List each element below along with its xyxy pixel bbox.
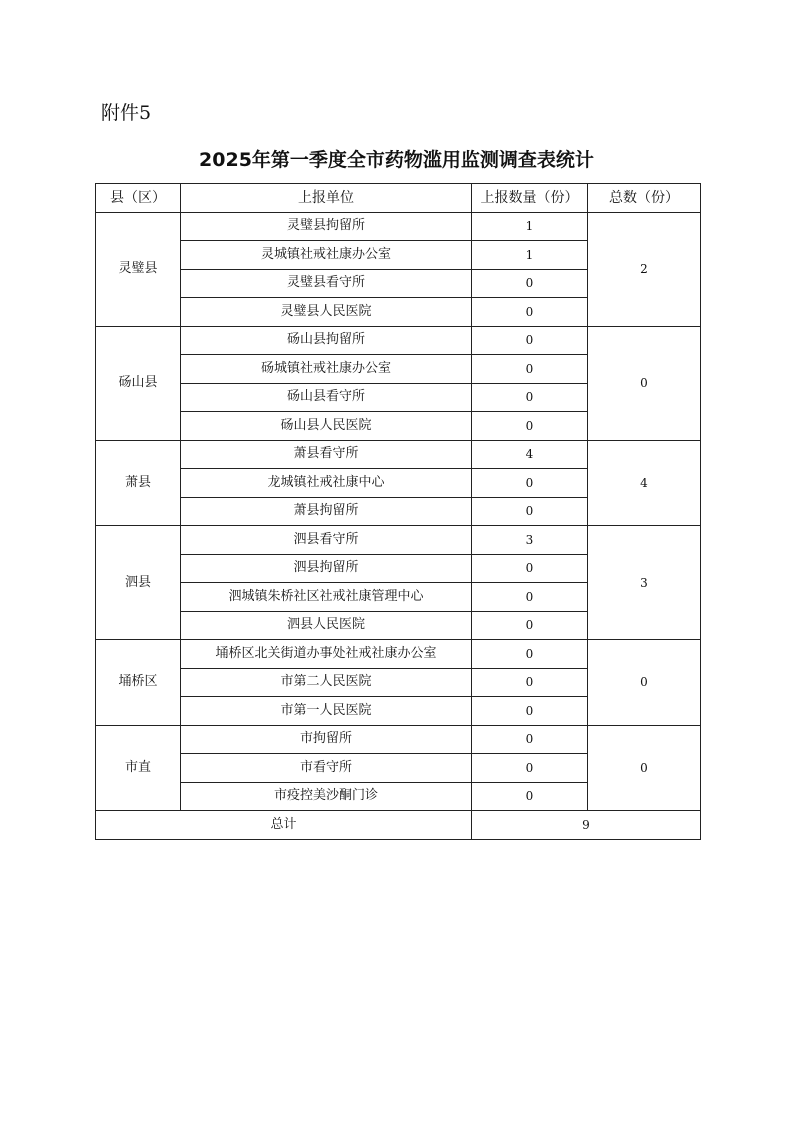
count-cell: 0 <box>472 611 588 640</box>
unit-cell: 砀山县人民医院 <box>181 412 472 441</box>
count-cell: 1 <box>472 241 588 270</box>
unit-cell: 灵城镇社戒社康办公室 <box>181 241 472 270</box>
unit-cell: 市疫控美沙酮门诊 <box>181 782 472 811</box>
unit-cell: 灵璧县拘留所 <box>181 212 472 241</box>
unit-cell: 市拘留所 <box>181 725 472 754</box>
group-total-cell: 2 <box>588 212 701 326</box>
header-county: 县（区） <box>96 184 181 213</box>
county-cell: 萧县 <box>96 440 181 526</box>
unit-cell: 泗县人民医院 <box>181 611 472 640</box>
count-cell: 0 <box>472 469 588 498</box>
table-row <box>96 440 701 469</box>
county-cell: 埇桥区 <box>96 640 181 726</box>
header-unit: 上报单位 <box>181 184 472 213</box>
unit-cell: 砀山县拘留所 <box>181 326 472 355</box>
table-row <box>96 526 701 555</box>
count-cell: 0 <box>472 754 588 783</box>
grand-total-row <box>96 811 701 840</box>
county-cell: 市直 <box>96 725 181 811</box>
count-cell: 0 <box>472 355 588 384</box>
statistics-table <box>95 183 701 840</box>
group-total-cell: 0 <box>588 725 701 811</box>
count-cell: 0 <box>472 269 588 298</box>
count-cell: 0 <box>472 697 588 726</box>
unit-cell: 龙城镇社戒社康中心 <box>181 469 472 498</box>
group-total-cell: 4 <box>588 440 701 526</box>
table-row <box>96 640 701 669</box>
document-title: 2025年第一季度全市药物滥用监测调查表统计 <box>199 149 594 171</box>
count-cell: 0 <box>472 383 588 412</box>
count-cell: 0 <box>472 583 588 612</box>
unit-cell: 砀山县看守所 <box>181 383 472 412</box>
table-header <box>96 184 701 213</box>
table-row <box>96 212 701 241</box>
count-cell: 0 <box>472 640 588 669</box>
unit-cell: 泗县拘留所 <box>181 554 472 583</box>
unit-cell: 萧县拘留所 <box>181 497 472 526</box>
unit-cell: 泗县看守所 <box>181 526 472 555</box>
count-cell: 0 <box>472 412 588 441</box>
group-total-cell: 3 <box>588 526 701 640</box>
count-cell: 0 <box>472 725 588 754</box>
count-cell: 0 <box>472 554 588 583</box>
table-row <box>96 326 701 355</box>
attachment-label: 附件5 <box>101 102 152 124</box>
header-row <box>96 184 701 213</box>
table-row <box>96 725 701 754</box>
unit-cell: 市第二人民医院 <box>181 668 472 697</box>
header-count: 上报数量（份） <box>472 184 588 213</box>
county-cell: 砀山县 <box>96 326 181 440</box>
unit-cell: 泗城镇朱桥社区社戒社康管理中心 <box>181 583 472 612</box>
table-body <box>96 212 701 839</box>
unit-cell: 砀城镇社戒社康办公室 <box>181 355 472 384</box>
grand-total-value: 9 <box>472 811 701 840</box>
unit-cell: 萧县看守所 <box>181 440 472 469</box>
count-cell: 0 <box>472 497 588 526</box>
group-total-cell: 0 <box>588 326 701 440</box>
group-total-cell: 0 <box>588 640 701 726</box>
unit-cell: 市第一人民医院 <box>181 697 472 726</box>
unit-cell: 市看守所 <box>181 754 472 783</box>
count-cell: 1 <box>472 212 588 241</box>
header-total: 总数（份） <box>588 184 701 213</box>
grand-total-label: 总计 <box>96 811 472 840</box>
count-cell: 0 <box>472 668 588 697</box>
unit-cell: 埇桥区北关街道办事处社戒社康办公室 <box>181 640 472 669</box>
count-cell: 4 <box>472 440 588 469</box>
count-cell: 3 <box>472 526 588 555</box>
unit-cell: 灵璧县人民医院 <box>181 298 472 327</box>
count-cell: 0 <box>472 298 588 327</box>
count-cell: 0 <box>472 326 588 355</box>
county-cell: 泗县 <box>96 526 181 640</box>
count-cell: 0 <box>472 782 588 811</box>
county-cell: 灵璧县 <box>96 212 181 326</box>
unit-cell: 灵璧县看守所 <box>181 269 472 298</box>
